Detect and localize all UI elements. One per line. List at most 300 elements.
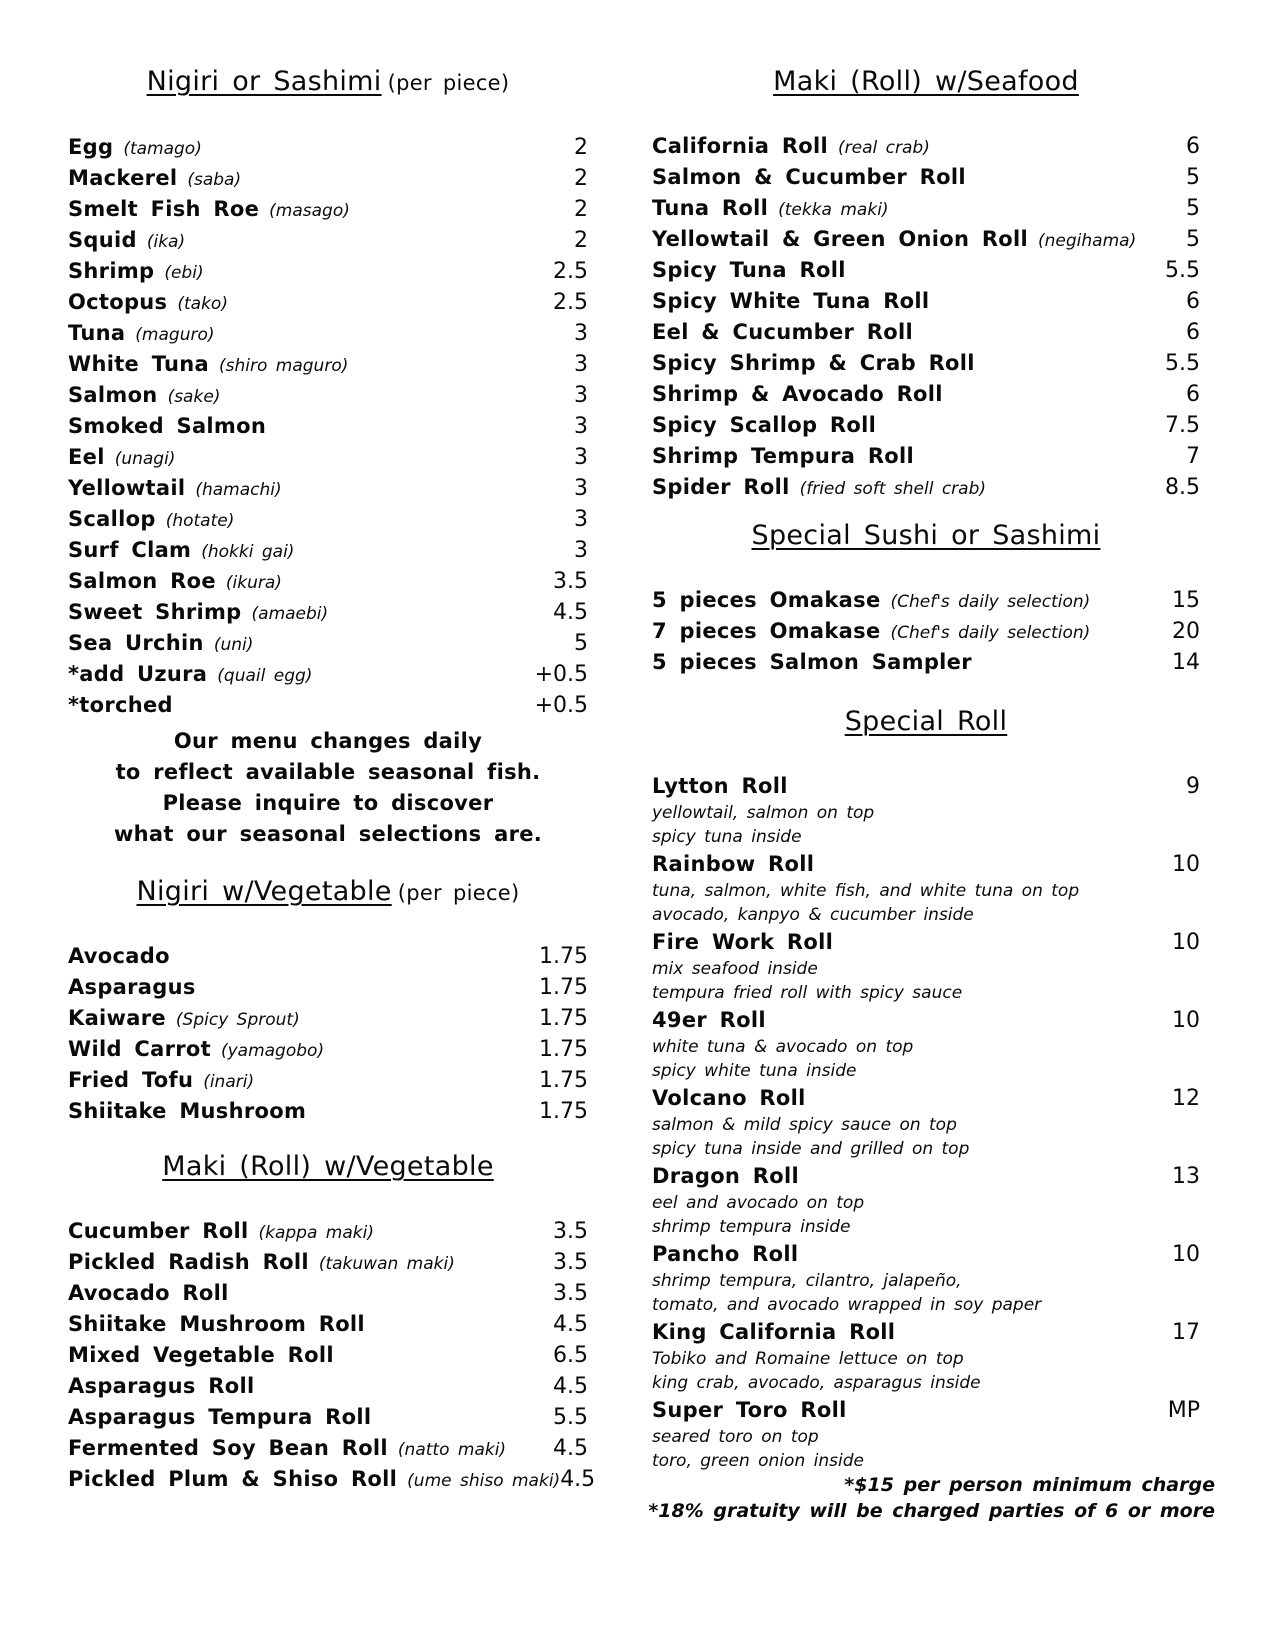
special-roll-header bbox=[652, 849, 1200, 879]
menu-item bbox=[68, 349, 588, 380]
special-roll-header bbox=[652, 1005, 1200, 1035]
item-price: 1.75 bbox=[539, 944, 588, 969]
item-name: White Tuna bbox=[68, 352, 209, 376]
item-name: Pickled Radish Roll bbox=[68, 1250, 309, 1274]
menu-item bbox=[68, 1096, 588, 1127]
menu-item-label bbox=[68, 690, 173, 722]
item-description: white tuna & avocado on top bbox=[652, 1037, 914, 1057]
section-title: Nigiri w/Vegetable bbox=[136, 876, 392, 907]
menu-item bbox=[68, 504, 588, 535]
item-name: Tuna Roll bbox=[652, 196, 769, 220]
menu-item-label bbox=[68, 1003, 300, 1036]
menu-item-label bbox=[68, 442, 175, 475]
item-price: 6 bbox=[1186, 382, 1200, 407]
item-price: 20 bbox=[1172, 619, 1200, 644]
menu-item-label bbox=[68, 566, 282, 599]
item-name: Yellowtail bbox=[68, 476, 186, 500]
item-price: 8.5 bbox=[1165, 475, 1200, 500]
item-price: 2.5 bbox=[553, 290, 588, 315]
menu-item-label bbox=[652, 131, 930, 164]
item-name: 49er Roll bbox=[652, 1008, 766, 1032]
item-note: (uni) bbox=[213, 635, 254, 655]
item-name: Dragon Roll bbox=[652, 1164, 799, 1188]
item-note: (takuwan maki) bbox=[318, 1254, 455, 1274]
menu-item-label bbox=[68, 1065, 254, 1098]
special-roll-item bbox=[652, 771, 1200, 849]
item-description: shrimp tempura inside bbox=[652, 1217, 851, 1237]
item-name: Surf Clam bbox=[68, 538, 192, 562]
item-price: 5 bbox=[1186, 165, 1200, 190]
item-name: Fried Tofu bbox=[68, 1068, 194, 1092]
special-roll-item bbox=[652, 1239, 1200, 1317]
menu-item-label bbox=[68, 1464, 560, 1497]
menu-item bbox=[68, 225, 588, 256]
menu-item bbox=[68, 659, 588, 690]
item-note: (yamagobo) bbox=[220, 1041, 325, 1061]
item-price: 4.5 bbox=[553, 600, 588, 625]
item-name: Scallop bbox=[68, 507, 156, 531]
menu-item bbox=[68, 690, 588, 721]
notice-line: what our seasonal selections are. bbox=[113, 822, 543, 846]
item-price: 5 bbox=[1186, 227, 1200, 252]
menu-item bbox=[652, 472, 1200, 503]
item-description: tomato, and avocado wrapped in soy paper bbox=[652, 1295, 1042, 1315]
item-price: 2 bbox=[574, 135, 588, 160]
item-price: +0.5 bbox=[534, 662, 588, 687]
menu-item bbox=[68, 972, 588, 1003]
menu-item bbox=[68, 318, 588, 349]
menu-item-label bbox=[68, 1340, 334, 1372]
menu-item bbox=[68, 628, 588, 659]
seasonal-notice bbox=[68, 726, 588, 850]
item-name: Lytton Roll bbox=[652, 774, 788, 798]
menu-item bbox=[652, 647, 1200, 678]
special-roll-item bbox=[652, 1161, 1200, 1239]
item-name: Asparagus Roll bbox=[68, 1374, 255, 1398]
item-note: (hotate) bbox=[165, 511, 235, 531]
item-description: toro, green onion inside bbox=[652, 1451, 864, 1471]
menu-item-label bbox=[68, 411, 266, 443]
item-name: 5 pieces Omakase bbox=[652, 588, 881, 612]
item-price: 3.5 bbox=[553, 569, 588, 594]
menu-item bbox=[68, 535, 588, 566]
menu-item bbox=[652, 585, 1200, 616]
item-price: 12 bbox=[1172, 1086, 1200, 1111]
nigiri-sashimi-list bbox=[68, 132, 588, 721]
menu-item bbox=[652, 616, 1200, 647]
menu-item bbox=[652, 131, 1200, 162]
item-description: spicy tuna inside and grilled on top bbox=[652, 1139, 970, 1159]
item-name: California Roll bbox=[652, 134, 829, 158]
special-roll-item bbox=[652, 1005, 1200, 1083]
item-price: 1.75 bbox=[539, 1006, 588, 1031]
item-price: 3 bbox=[574, 414, 588, 439]
menu-item bbox=[68, 411, 588, 442]
item-name: Volcano Roll bbox=[652, 1086, 806, 1110]
item-price: 1.75 bbox=[539, 1099, 588, 1124]
minimum-charge-note: *$15 per person minimum charge bbox=[844, 1474, 1215, 1496]
menu-item-label bbox=[652, 348, 975, 380]
item-price: 15 bbox=[1172, 588, 1200, 613]
special-roll-item bbox=[652, 1083, 1200, 1161]
item-note: (tako) bbox=[177, 294, 228, 314]
special-roll-header bbox=[652, 1395, 1200, 1425]
menu-item-label bbox=[652, 193, 889, 226]
item-name: Cucumber Roll bbox=[68, 1219, 249, 1243]
notice-line: Our menu changes daily bbox=[173, 729, 483, 753]
item-name: Super Toro Roll bbox=[652, 1398, 847, 1422]
item-description: mix seafood inside bbox=[652, 959, 818, 979]
section-heading-nigiri-sashimi bbox=[68, 66, 588, 97]
menu-item bbox=[652, 410, 1200, 441]
menu-item bbox=[652, 348, 1200, 379]
item-price: 2.5 bbox=[553, 259, 588, 284]
item-name: Spider Roll bbox=[652, 475, 790, 499]
menu-item-label bbox=[652, 472, 986, 505]
item-price: 3.5 bbox=[553, 1250, 588, 1275]
item-description: tempura fried roll with spicy sauce bbox=[652, 983, 963, 1003]
item-price: 4.5 bbox=[553, 1436, 588, 1461]
menu-item-label bbox=[652, 647, 972, 679]
item-note: (quail egg) bbox=[217, 666, 313, 686]
item-name: Octopus bbox=[68, 290, 168, 314]
item-name: Yellowtail & Green Onion Roll bbox=[652, 227, 1029, 251]
menu-item bbox=[68, 194, 588, 225]
menu-item bbox=[652, 224, 1200, 255]
maki-seafood-list bbox=[652, 131, 1200, 503]
item-name: Pancho Roll bbox=[652, 1242, 799, 1266]
menu-item bbox=[68, 1003, 588, 1034]
item-description: spicy tuna inside bbox=[652, 827, 802, 847]
menu-item-label bbox=[68, 1247, 455, 1280]
item-price: 3 bbox=[574, 507, 588, 532]
section-title: Maki (Roll) w/Seafood bbox=[773, 66, 1079, 97]
item-name: Mixed Vegetable Roll bbox=[68, 1343, 334, 1367]
menu-item-label bbox=[68, 1402, 371, 1434]
item-description: seared toro on top bbox=[652, 1427, 819, 1447]
item-name: Squid bbox=[68, 228, 137, 252]
special-roll-header bbox=[652, 771, 1200, 801]
item-description: eel and avocado on top bbox=[652, 1193, 865, 1213]
item-note: (amaebi) bbox=[251, 604, 329, 624]
item-note: (Chef's daily selection) bbox=[890, 623, 1091, 643]
item-price: 5.5 bbox=[1165, 258, 1200, 283]
menu-item-label bbox=[68, 659, 312, 692]
item-note: (negihama) bbox=[1038, 231, 1137, 251]
item-description: salmon & mild spicy sauce on top bbox=[652, 1115, 957, 1135]
menu-item bbox=[652, 193, 1200, 224]
item-name: Asparagus bbox=[68, 975, 196, 999]
menu-item-label bbox=[652, 286, 929, 318]
item-name: *add Uzura bbox=[68, 662, 208, 686]
item-description: yellowtail, salmon on top bbox=[652, 803, 875, 823]
item-note: (inari) bbox=[203, 1072, 255, 1092]
item-name: Spicy Scallop Roll bbox=[652, 413, 877, 437]
item-price: 3 bbox=[574, 445, 588, 470]
menu-item bbox=[68, 163, 588, 194]
item-description: shrimp tempura, cilantro, jalapeño, bbox=[652, 1271, 962, 1291]
item-price: MP bbox=[1167, 1398, 1200, 1423]
item-price: 3.5 bbox=[553, 1219, 588, 1244]
menu-item bbox=[68, 1278, 588, 1309]
menu-item bbox=[68, 566, 588, 597]
menu-item-label bbox=[68, 1034, 324, 1067]
item-name: Egg bbox=[68, 135, 114, 159]
menu-item bbox=[68, 1309, 588, 1340]
item-price: 13 bbox=[1172, 1164, 1200, 1189]
item-note: (tekka maki) bbox=[778, 200, 889, 220]
menu-item bbox=[68, 1402, 588, 1433]
item-note: (real crab) bbox=[838, 138, 930, 158]
item-description: avocado, kanpyo & cucumber inside bbox=[652, 905, 974, 925]
item-note: (saba) bbox=[187, 170, 242, 190]
item-price: 7 bbox=[1186, 444, 1200, 469]
item-name: Spicy White Tuna Roll bbox=[652, 289, 930, 313]
item-name: Spicy Tuna Roll bbox=[652, 258, 846, 282]
footer-notes bbox=[648, 1472, 1215, 1524]
item-name: Kaiware bbox=[68, 1006, 166, 1030]
menu-item bbox=[68, 473, 588, 504]
item-name: Sea Urchin bbox=[68, 631, 204, 655]
menu-item-label bbox=[652, 410, 876, 442]
menu-item bbox=[68, 287, 588, 318]
menu-item bbox=[68, 132, 588, 163]
gratuity-note: *18% gratuity will be charged parties of 6 or more bbox=[648, 1500, 1215, 1522]
menu-item-label bbox=[652, 255, 846, 287]
menu-item-label bbox=[68, 318, 215, 351]
item-note: (Chef's daily selection) bbox=[890, 592, 1091, 612]
item-price: 2 bbox=[574, 166, 588, 191]
section-heading-special-roll bbox=[652, 706, 1200, 737]
special-roll-item bbox=[652, 1317, 1200, 1395]
menu-item-label bbox=[68, 473, 282, 506]
item-note: (kappa maki) bbox=[258, 1223, 374, 1243]
section-title: Special Sushi or Sashimi bbox=[751, 520, 1101, 551]
item-price: 3 bbox=[574, 352, 588, 377]
item-note: (hamachi) bbox=[195, 480, 282, 500]
item-note: (ebi) bbox=[164, 263, 204, 283]
section-title: Nigiri or Sashimi bbox=[146, 66, 382, 97]
menu-item bbox=[68, 941, 588, 972]
item-price: 10 bbox=[1172, 1242, 1200, 1267]
menu-item-label bbox=[68, 194, 350, 227]
item-price: 6 bbox=[1186, 289, 1200, 314]
menu-item-label bbox=[68, 1371, 254, 1403]
menu-item-label bbox=[68, 380, 220, 413]
item-price: 17 bbox=[1172, 1320, 1200, 1345]
item-note: (ika) bbox=[146, 232, 186, 252]
item-name: Salmon bbox=[68, 383, 158, 407]
item-price: 10 bbox=[1172, 852, 1200, 877]
item-price: 5 bbox=[1186, 196, 1200, 221]
item-name: Asparagus Tempura Roll bbox=[68, 1405, 372, 1429]
item-description: tuna, salmon, white fish, and white tuna on top bbox=[652, 881, 1080, 901]
menu-item bbox=[68, 442, 588, 473]
item-price: 3 bbox=[574, 538, 588, 563]
menu-item bbox=[652, 317, 1200, 348]
special-roll-header bbox=[652, 1083, 1200, 1113]
item-name: Shrimp bbox=[68, 259, 155, 283]
menu-item-label bbox=[652, 616, 1090, 649]
menu-item-label bbox=[652, 585, 1090, 618]
notice-line: to reflect available seasonal fish. bbox=[115, 760, 541, 784]
section-subtitle: (per piece) bbox=[397, 881, 520, 905]
item-price: 3.5 bbox=[553, 1281, 588, 1306]
item-price: 10 bbox=[1172, 1008, 1200, 1033]
menu-item bbox=[68, 380, 588, 411]
item-name: Pickled Plum & Shiso Roll bbox=[68, 1467, 398, 1491]
menu-item bbox=[68, 597, 588, 628]
menu-item bbox=[68, 1034, 588, 1065]
menu-item-label bbox=[68, 1278, 229, 1310]
item-price: 9 bbox=[1186, 774, 1200, 799]
menu-item-label bbox=[68, 504, 234, 537]
special-sushi-list bbox=[652, 585, 1200, 678]
item-name: Fermented Soy Bean Roll bbox=[68, 1436, 388, 1460]
item-price: 1.75 bbox=[539, 1037, 588, 1062]
notice-line: Please inquire to discover bbox=[162, 791, 494, 815]
menu-item bbox=[68, 256, 588, 287]
menu-item bbox=[652, 286, 1200, 317]
item-name: Shiitake Mushroom Roll bbox=[68, 1312, 365, 1336]
menu-item bbox=[68, 1464, 596, 1495]
menu-item bbox=[68, 1433, 588, 1464]
item-name: Avocado bbox=[68, 944, 170, 968]
section-subtitle: (per piece) bbox=[387, 71, 510, 95]
menu-item-label bbox=[68, 1216, 374, 1249]
item-note: (natto maki) bbox=[397, 1440, 507, 1460]
item-note: (Spicy Sprout) bbox=[175, 1010, 300, 1030]
special-roll-item bbox=[652, 849, 1200, 927]
menu-item bbox=[652, 379, 1200, 410]
menu-item-label bbox=[652, 379, 943, 411]
item-name: Spicy Shrimp & Crab Roll bbox=[652, 351, 975, 375]
special-roll-header bbox=[652, 1317, 1200, 1347]
menu-item-label bbox=[68, 941, 170, 973]
item-name: Avocado Roll bbox=[68, 1281, 229, 1305]
menu-item bbox=[652, 255, 1200, 286]
special-roll-item bbox=[652, 927, 1200, 1005]
item-price: 6.5 bbox=[553, 1343, 588, 1368]
item-description: king crab, avocado, asparagus inside bbox=[652, 1373, 981, 1393]
menu-item-label bbox=[652, 441, 914, 473]
item-price: 2 bbox=[574, 197, 588, 222]
item-price: 3 bbox=[574, 321, 588, 346]
item-price: 5.5 bbox=[553, 1405, 588, 1430]
item-name: King California Roll bbox=[652, 1320, 896, 1344]
item-name: Eel bbox=[68, 445, 105, 469]
menu-item-label bbox=[68, 132, 202, 165]
menu-item bbox=[68, 1340, 588, 1371]
section-heading-maki-vegetable bbox=[68, 1151, 588, 1182]
section-heading-special-sushi bbox=[652, 520, 1200, 551]
item-note: (sake) bbox=[167, 387, 221, 407]
item-price: 10 bbox=[1172, 930, 1200, 955]
maki-vegetable-list bbox=[68, 1216, 596, 1495]
item-price: 3 bbox=[574, 383, 588, 408]
item-name: Eel & Cucumber Roll bbox=[652, 320, 914, 344]
item-description: Tobiko and Romaine lettuce on top bbox=[652, 1349, 964, 1369]
item-price: 1.75 bbox=[539, 975, 588, 1000]
item-price: 7.5 bbox=[1165, 413, 1200, 438]
menu-item-label bbox=[652, 224, 1136, 257]
menu-item-label bbox=[68, 628, 253, 661]
special-roll-header bbox=[652, 927, 1200, 957]
special-roll-header bbox=[652, 1239, 1200, 1269]
item-name: 5 pieces Salmon Sampler bbox=[652, 650, 972, 674]
menu-item-label bbox=[652, 162, 966, 194]
menu-item-label bbox=[68, 1096, 306, 1128]
item-price: 2 bbox=[574, 228, 588, 253]
menu-item bbox=[652, 162, 1200, 193]
item-price: 6 bbox=[1186, 134, 1200, 159]
item-name: Wild Carrot bbox=[68, 1037, 211, 1061]
item-price: 4.5 bbox=[560, 1467, 596, 1492]
item-name: Rainbow Roll bbox=[652, 852, 815, 876]
item-price: 3 bbox=[574, 476, 588, 501]
item-note: (hokki gai) bbox=[201, 542, 295, 562]
item-price: +0.5 bbox=[534, 693, 588, 718]
item-note: (maguro) bbox=[135, 325, 215, 345]
item-name: Sweet Shrimp bbox=[68, 600, 242, 624]
item-price: 14 bbox=[1172, 650, 1200, 675]
special-roll-header bbox=[652, 1161, 1200, 1191]
menu-item-label bbox=[68, 349, 348, 382]
item-description: spicy white tuna inside bbox=[652, 1061, 857, 1081]
menu-item-label bbox=[68, 597, 328, 630]
menu-item bbox=[68, 1371, 588, 1402]
menu-item-label bbox=[68, 225, 185, 258]
item-price: 1.75 bbox=[539, 1068, 588, 1093]
item-name: Salmon & Cucumber Roll bbox=[652, 165, 966, 189]
menu-item bbox=[652, 441, 1200, 472]
item-note: (ume shiso maki) bbox=[407, 1471, 561, 1491]
item-note: (tamago) bbox=[123, 139, 202, 159]
menu-item bbox=[68, 1247, 588, 1278]
item-name: *torched bbox=[68, 693, 173, 717]
menu-item bbox=[68, 1065, 588, 1096]
menu-item-label bbox=[652, 317, 913, 349]
nigiri-vegetable-list bbox=[68, 941, 588, 1127]
section-title: Special Roll bbox=[844, 706, 1008, 737]
item-price: 5.5 bbox=[1165, 351, 1200, 376]
item-name: 7 pieces Omakase bbox=[652, 619, 881, 643]
section-heading-maki-seafood bbox=[652, 66, 1200, 97]
item-name: Salmon Roe bbox=[68, 569, 216, 593]
menu-item bbox=[68, 1216, 588, 1247]
item-note: (shiro maguro) bbox=[219, 356, 349, 376]
item-name: Mackerel bbox=[68, 166, 178, 190]
item-name: Shrimp Tempura Roll bbox=[652, 444, 915, 468]
item-note: (fried soft shell crab) bbox=[799, 479, 987, 499]
menu-item-label bbox=[68, 163, 241, 196]
menu-item-label bbox=[68, 972, 196, 1004]
menu-item-label bbox=[68, 1309, 365, 1341]
item-note: (ikura) bbox=[225, 573, 282, 593]
item-note: (masago) bbox=[269, 201, 350, 221]
item-price: 6 bbox=[1186, 320, 1200, 345]
item-price: 4.5 bbox=[553, 1312, 588, 1337]
section-heading-nigiri-vegetable bbox=[68, 876, 588, 907]
menu-item-label bbox=[68, 1433, 506, 1466]
item-name: Smoked Salmon bbox=[68, 414, 267, 438]
menu-item-label bbox=[68, 256, 204, 289]
item-price: 5 bbox=[574, 631, 588, 656]
item-name: Tuna bbox=[68, 321, 126, 345]
item-name: Shrimp & Avocado Roll bbox=[652, 382, 943, 406]
item-name: Shiitake Mushroom bbox=[68, 1099, 307, 1123]
special-roll-item bbox=[652, 1395, 1200, 1473]
